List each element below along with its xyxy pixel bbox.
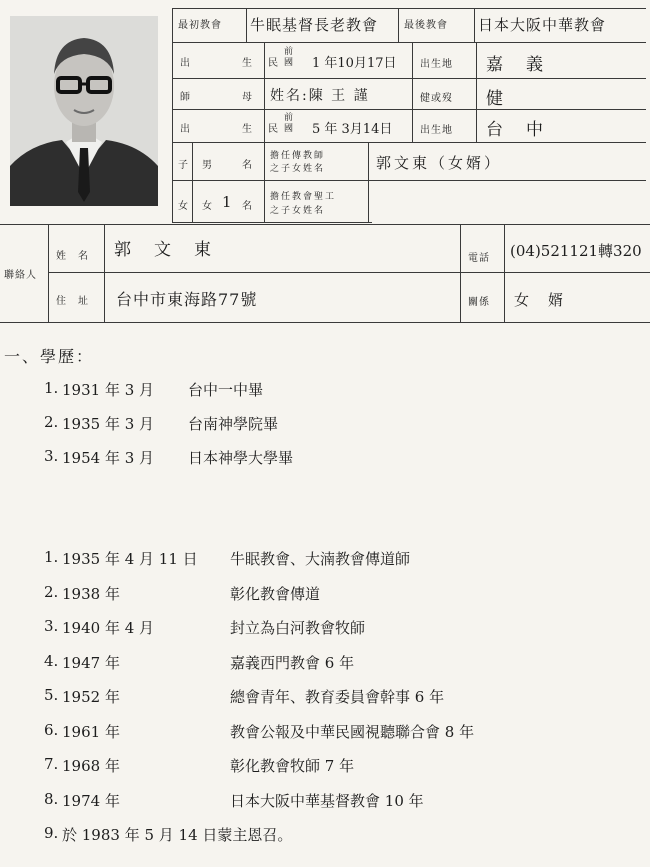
contact-address: 台中市東海路77號	[116, 290, 258, 309]
career-item-year: 1961 年	[62, 722, 120, 741]
born-era-b2: 國	[284, 58, 294, 68]
career-item-num: 3.	[44, 617, 59, 635]
children-label-b: 男	[202, 160, 213, 171]
career-item-year: 1974 年	[62, 791, 120, 810]
last-church-value: 日本大阪中華教會	[478, 16, 607, 34]
education-item-year: 1935 年 3 月	[62, 415, 155, 433]
children-pastor-label-2: 之子女姓名	[270, 164, 326, 174]
education-item-num: 1.	[44, 379, 59, 397]
career-item-num: 7.	[44, 755, 59, 773]
career-item-year: 1940 年 4 月	[62, 619, 155, 637]
birthplace-value: 嘉 義	[486, 55, 546, 75]
career-item-num: 1.	[44, 548, 59, 566]
contact-address-label: 住 址	[56, 296, 89, 307]
education-item-year: 1931 年 3 月	[62, 381, 155, 399]
portrait-photo	[10, 16, 158, 206]
born-era-b1: 前	[284, 47, 294, 57]
career-item-num: 4.	[44, 651, 59, 670]
contact-relation-label: 關係	[468, 297, 490, 308]
career-item-year: 1968 年	[62, 757, 120, 775]
contact-relation: 女 婿	[514, 291, 566, 309]
wife-label-a: 師	[180, 92, 191, 103]
contact-name: 郭 文 東	[114, 240, 214, 260]
career-item-year: 1952 年	[62, 688, 120, 706]
education-item-year: 1954 年 3 月	[62, 449, 155, 467]
career-item-text: 日本大阪中華基督教會 10 年	[230, 791, 424, 810]
wife-born-era-a: 民	[268, 124, 278, 135]
wife-birthplace-label: 出生地	[420, 125, 453, 136]
career-item-year: 1938 年	[62, 584, 120, 603]
daughters-count: 1	[222, 193, 232, 211]
children-pastor-label-1: 擔任傳教師	[270, 151, 326, 161]
daughters-label-b: 女	[202, 201, 213, 212]
wife-born-era-b1: 前	[284, 113, 294, 123]
last-church-label: 最後教會	[404, 20, 448, 31]
wife-born-date: 5 年 3月14日	[312, 122, 393, 137]
health-value: 健	[486, 89, 506, 109]
birthplace-label: 出生地	[420, 59, 453, 70]
contact-phone: (04)521121轉320	[510, 242, 642, 260]
wife-name: 姓名:陳 王 謹	[270, 88, 370, 104]
born-date: 1 年10月17日	[312, 56, 397, 71]
career-item-text: 彰化教會牧師 7 年	[230, 757, 355, 775]
first-church-label: 最初教會	[178, 20, 222, 31]
education-heading: 一、學歷：	[4, 347, 95, 366]
children-label-c: 名	[242, 160, 253, 171]
first-church-value: 牛眠基督長老教會	[250, 16, 379, 34]
education-item-text: 日本神學大學畢	[188, 449, 294, 467]
daughters-label-a: 女	[178, 201, 189, 212]
education-item-text: 台中一中畢	[188, 381, 264, 399]
children-pastor-value: 郭文東（女婿）	[376, 154, 503, 172]
career-item-num: 9.	[44, 824, 59, 842]
career-item-num: 8.	[44, 789, 59, 808]
children-worker-label-1: 擔任教會聖工	[270, 192, 337, 202]
career-item-text: 嘉義西門教會 6 年	[230, 653, 355, 672]
portrait-image	[10, 16, 158, 206]
education-item-num: 3.	[44, 447, 59, 465]
wife-born-label-b: 生	[242, 124, 253, 135]
daughters-label-c: 名	[242, 201, 253, 212]
career-item-text: 牛眠教會、大湳教會傳道師	[230, 550, 411, 568]
born-era-a: 民	[268, 58, 278, 69]
career-item-text: 彰化教會傳道	[230, 584, 321, 603]
career-item-num: 2.	[44, 582, 59, 601]
career-item-year: 1935 年 4 月 11 日	[62, 550, 198, 568]
wife-birthplace-value: 台 中	[486, 120, 546, 140]
children-label-a: 子	[178, 160, 189, 171]
education-item-text: 台南神學院畢	[188, 415, 279, 433]
contact-name-label: 姓 名	[56, 251, 89, 262]
career-item-text: 教會公報及中華民國視聽聯合會 8 年	[230, 722, 475, 741]
contact-label: 聯絡人	[4, 270, 37, 281]
career-item-year: 1947 年	[62, 653, 120, 672]
children-worker-label-2: 之子女姓名	[270, 206, 326, 216]
career-item-text: 總會青年、教育委員會幹事 6 年	[230, 688, 445, 706]
wife-label-b: 母	[242, 92, 253, 103]
education-item-num: 2.	[44, 413, 59, 431]
wife-born-label-a: 出	[180, 124, 191, 135]
career-item-text: 封立為白河教會牧師	[230, 619, 366, 637]
wife-born-era-b2: 國	[284, 124, 294, 134]
health-label: 健或歿	[420, 93, 453, 104]
career-item-text: 於 1983 年 5 月 14 日蒙主恩召。	[62, 826, 293, 844]
career-item-num: 6.	[44, 720, 59, 739]
career-item-num: 5.	[44, 686, 59, 704]
born-label-b: 生	[242, 58, 253, 69]
contact-phone-label: 電話	[468, 253, 490, 264]
born-label-a: 出	[180, 58, 191, 69]
